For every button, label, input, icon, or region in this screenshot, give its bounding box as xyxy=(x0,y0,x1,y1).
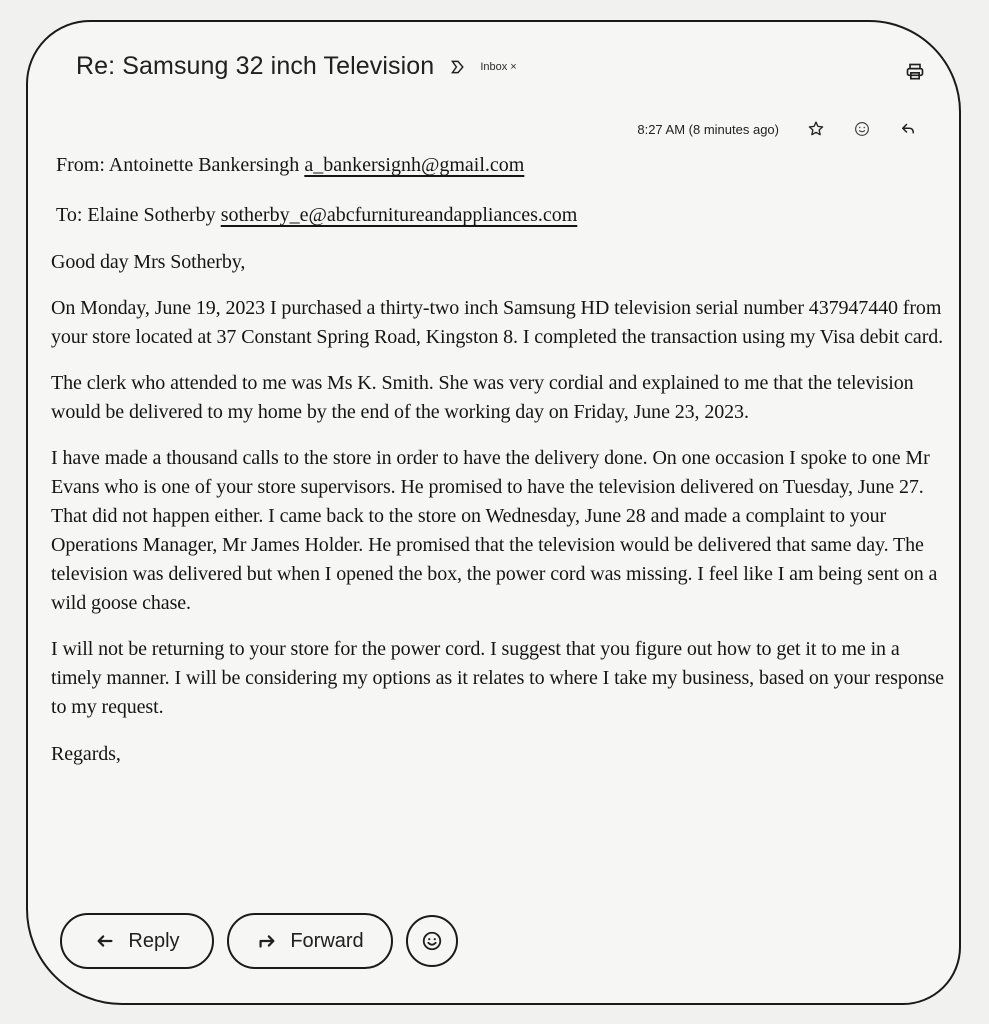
recipient-line xyxy=(56,203,577,227)
recipient-address-link[interactable]: sotherby_e@abcfurnitureandappliances.com xyxy=(220,204,578,226)
sender-label: From: Antoinette Bankersingh xyxy=(56,154,305,176)
reply-actions xyxy=(60,913,458,969)
email-subject: Re: Samsung 32 inch Television xyxy=(76,52,435,80)
sender-address-link[interactable]: a_bankersignh@gmail.com xyxy=(304,154,525,176)
reply-button-label: Reply xyxy=(128,929,180,952)
important-marker-icon[interactable] xyxy=(450,59,466,75)
sender-line xyxy=(56,153,524,177)
body-paragraph-delivery-issues: I have made a thousand calls to the store in order to have the delivery done. On one occasion I spoke to one Mr Evans who is one of your store supervisors. He promised to have the television delivered on Tuesday, June 27. That did not happen either. I came back to the store on Wednesday, June 28 and made a complaint to your Operations Manager, Mr James Holder. He promised that the television would be delivered that same day. The television was delivered but when I opened the box, the power cord was missing. I feel like I am being sent on a wild goose chase. xyxy=(51,447,938,614)
body-paragraph-purchase: On Monday, June 19, 2023 I purchased a thirty-two inch Samsung HD television serial number 437947440 from your store located at 37 Constant Spring Road, Kingston 8. I completed the transaction using my Visa debit card. xyxy=(51,297,944,348)
greeting: Good day Mrs Sotherby, xyxy=(51,251,246,273)
smiley-icon xyxy=(421,930,443,952)
message-body xyxy=(51,248,947,786)
closing-line: Regards, xyxy=(51,743,121,765)
body-paragraph-request: I will not be returning to your store for the power cord. I suggest that you figure out how to get it to me in a timely manner. I will be considering my options as it relates to where I take my business, based on your response to my request. xyxy=(51,638,944,718)
print-icon[interactable] xyxy=(905,62,925,82)
inbox-label-chip[interactable]: Inbox × xyxy=(480,60,517,73)
email-window xyxy=(26,20,961,1005)
message-timestamp: 8:27 AM (8 minutes ago) xyxy=(637,121,779,137)
reply-arrow-icon xyxy=(94,930,116,952)
emoji-reaction-button[interactable] xyxy=(406,915,458,967)
forward-button[interactable] xyxy=(227,913,393,969)
reply-button[interactable] xyxy=(60,913,214,969)
forward-button-label: Forward xyxy=(290,929,364,952)
forward-arrow-icon xyxy=(256,930,278,952)
subject-row xyxy=(76,52,517,81)
reply-arrow-icon[interactable] xyxy=(899,120,917,138)
message-meta-row xyxy=(637,120,917,138)
body-paragraph-clerk: The clerk who attended to me was Ms K. Smith. She was very cordial and explained to me that the television would be delivered to my home by the end of the working day on Friday, June 23, 2023. xyxy=(51,372,914,423)
recipient-label: To: Elaine Sotherby xyxy=(56,204,221,226)
star-icon[interactable] xyxy=(807,120,825,138)
smiley-icon[interactable] xyxy=(853,120,871,138)
